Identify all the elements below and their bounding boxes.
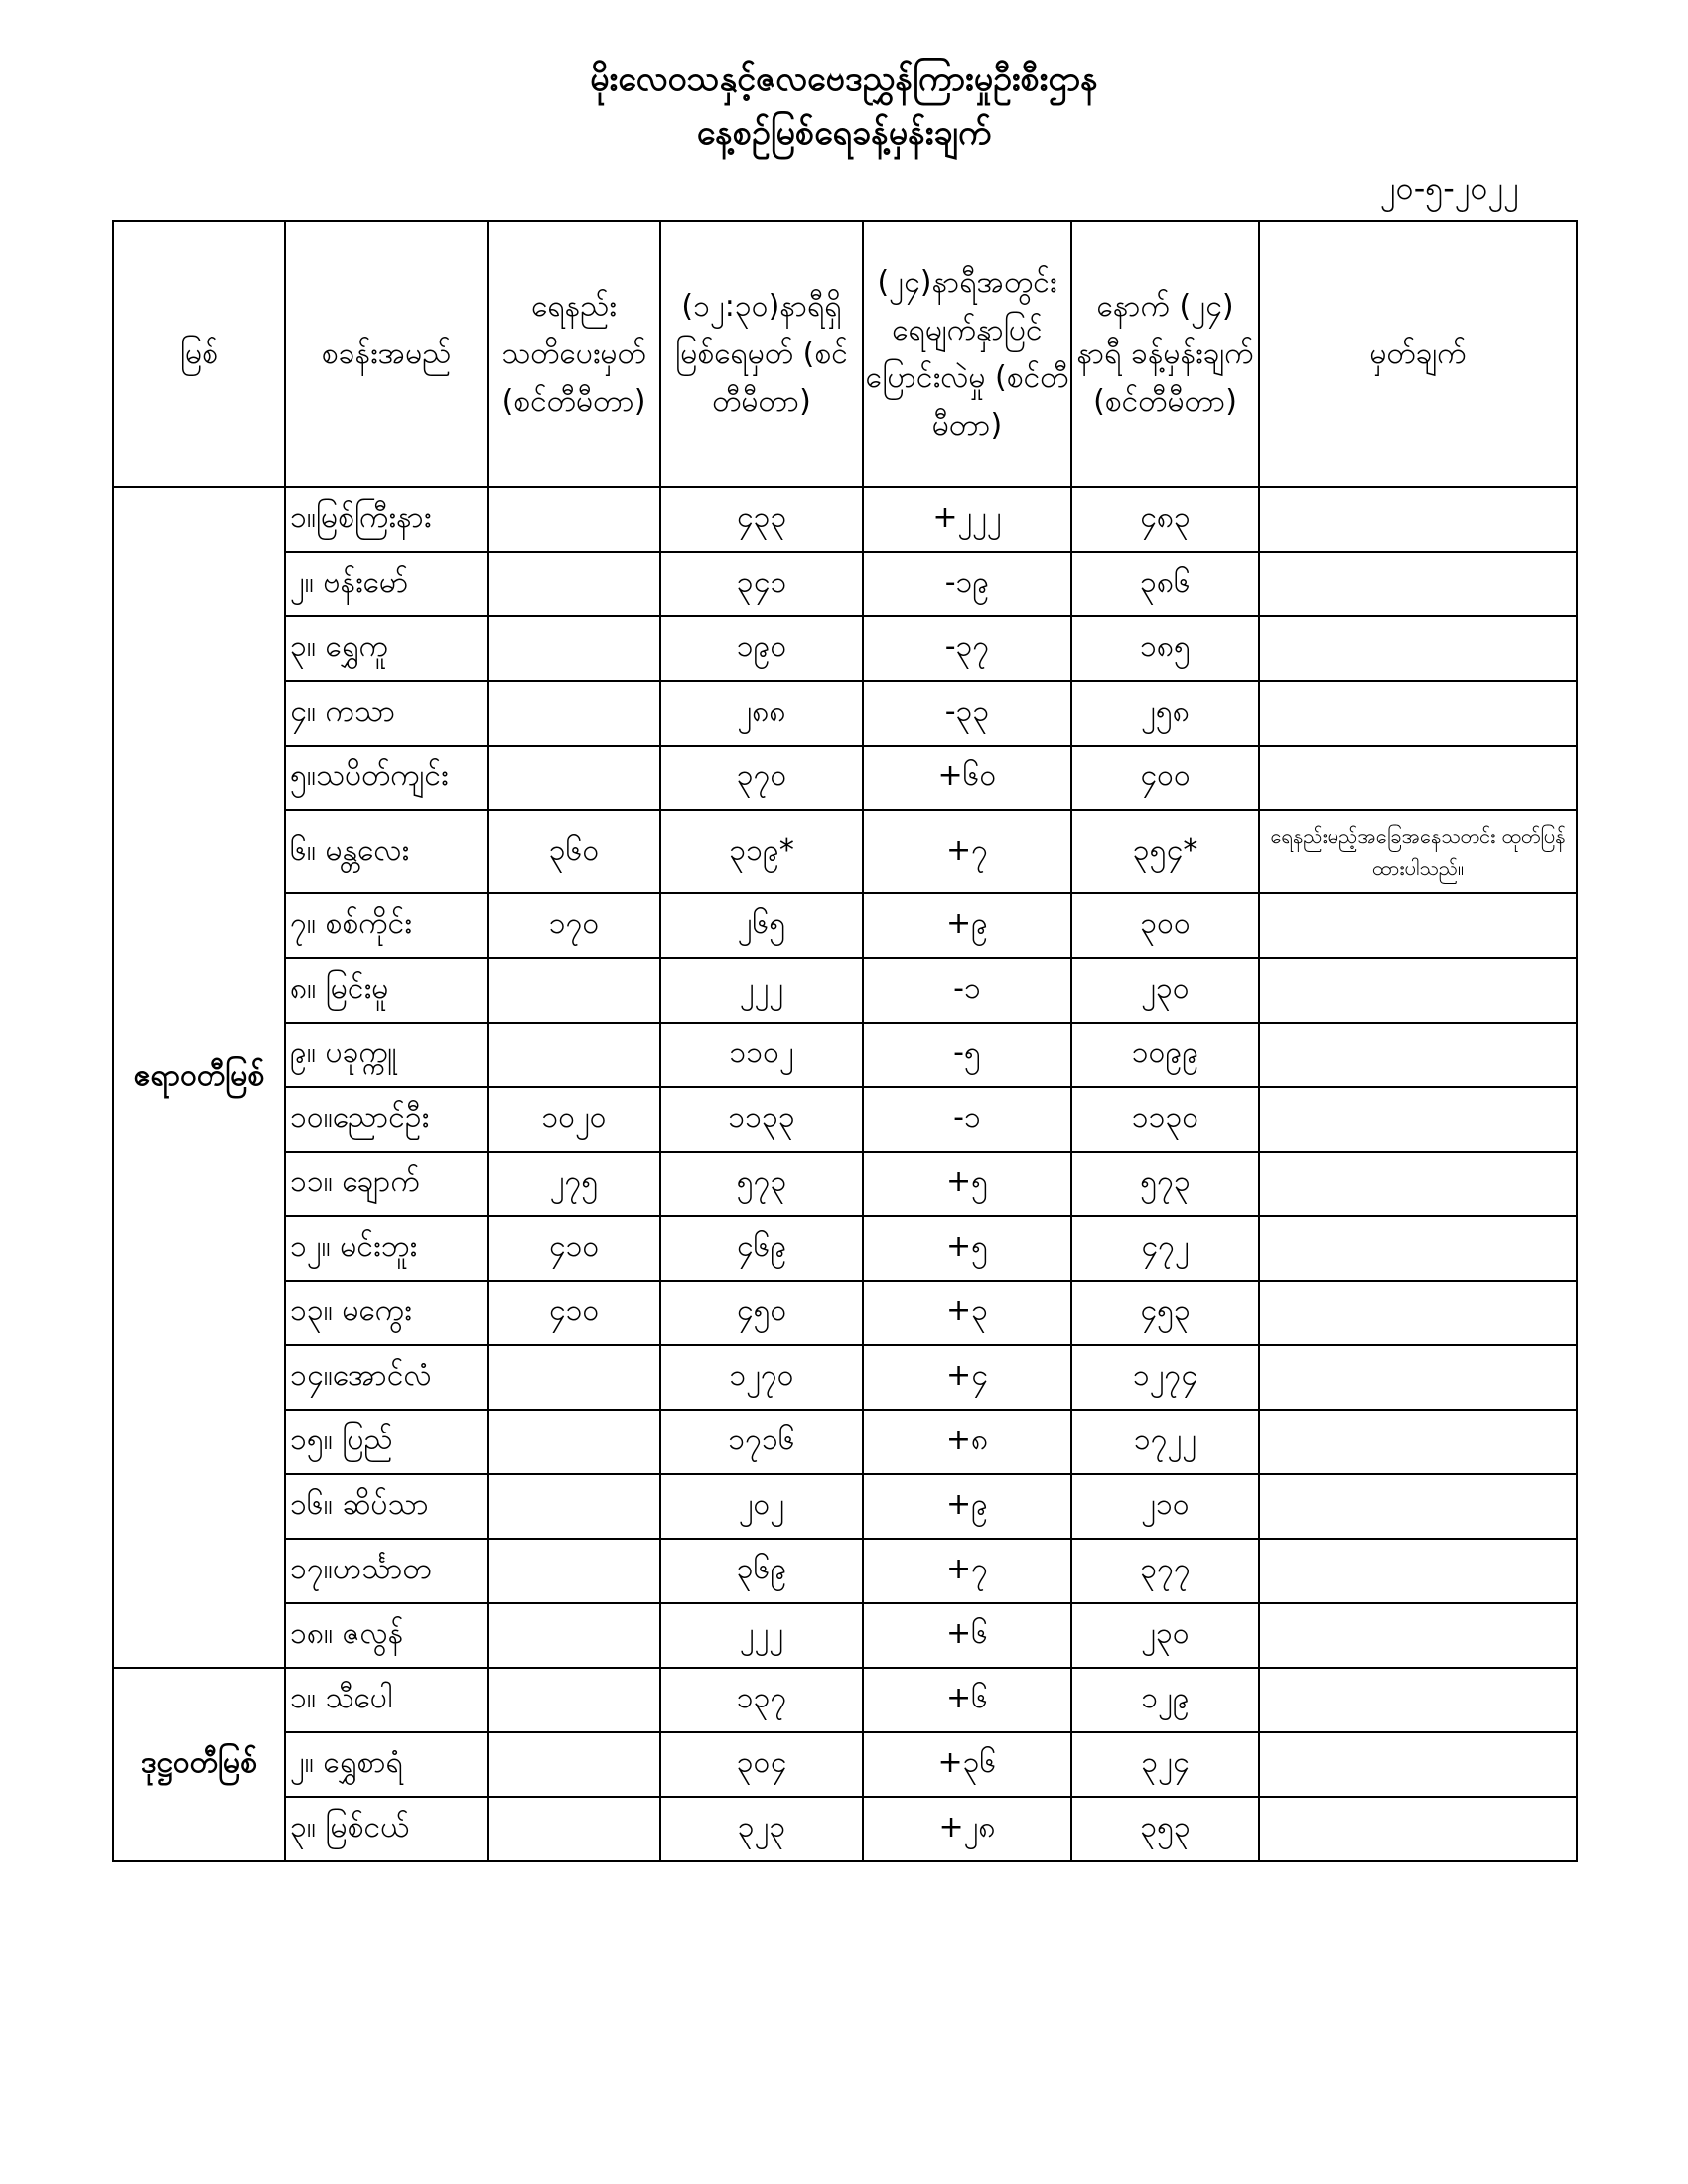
water-level-cell: ၁၃၇ [660, 1668, 863, 1732]
table-row [113, 1668, 1577, 1732]
station-name-cell: ၁၆။ ဆိပ်သာ [285, 1474, 488, 1539]
remarks-cell [1259, 616, 1577, 681]
table-row [113, 681, 1577, 746]
water-level-cell: ၁၁၀၂ [660, 1023, 863, 1087]
forecast-cell: ၃၅၃ [1071, 1797, 1259, 1861]
forecast-cell: ၄၈၃ [1071, 487, 1259, 552]
table-row [113, 1474, 1577, 1539]
forecast-cell: ၂၁၀ [1071, 1474, 1259, 1539]
remarks-cell [1259, 1474, 1577, 1539]
change-cell: +၃ [863, 1281, 1071, 1345]
change-cell: +၂၂၂ [863, 487, 1071, 552]
forecast-cell: ၃၇၇ [1071, 1539, 1259, 1603]
change-cell: +၆ [863, 1668, 1071, 1732]
warning-level-cell [488, 552, 660, 616]
page-subtitle: နေ့စဉ်မြစ်ရေခန့်မှန်းချက် [696, 113, 992, 153]
table-row [113, 746, 1577, 810]
table-row [113, 1410, 1577, 1474]
station-name-cell: ၆။ မန္တလေး [285, 810, 488, 893]
station-name-cell: ၁၃။ မကွေး [285, 1281, 488, 1345]
station-name-cell: ၁၅။ ပြည် [285, 1410, 488, 1474]
change-cell: -၅ [863, 1023, 1071, 1087]
table-row [113, 1087, 1577, 1152]
change-cell: +၇ [863, 1539, 1071, 1603]
station-name-cell: ၃။ ရွှေကူ [285, 616, 488, 681]
remarks-cell [1259, 893, 1577, 958]
water-level-cell: ၃၄၁ [660, 552, 863, 616]
warning-level-cell [488, 1023, 660, 1087]
station-name-cell: ၅။သပိတ်ကျင်း [285, 746, 488, 810]
forecast-cell: ၂၅၈ [1071, 681, 1259, 746]
warning-level-cell: ၄၁၀ [488, 1281, 660, 1345]
table-row [113, 1732, 1577, 1797]
change-cell: -၁ [863, 958, 1071, 1023]
remarks-cell [1259, 1087, 1577, 1152]
table-row [113, 958, 1577, 1023]
water-level-cell: ၅၇၃ [660, 1152, 863, 1216]
change-cell: +၆ [863, 1603, 1071, 1668]
warning-level-cell [488, 1668, 660, 1732]
river-name-cell: ဒုဋ္ဌဝတီမြစ် [113, 1668, 285, 1861]
water-level-cell: ၄၅၀ [660, 1281, 863, 1345]
forecast-cell: ၁၀၉၉ [1071, 1023, 1259, 1087]
warning-level-cell [488, 1345, 660, 1410]
remarks-cell [1259, 1603, 1577, 1668]
column-header-24h-change: (၂၄)နာရီအတွင်း ရေမျက်နှာပြင် ပြောင်းလဲမှု (စင်တီမီတာ) [863, 221, 1071, 487]
remarks-cell [1259, 552, 1577, 616]
change-cell: +၆၀ [863, 746, 1071, 810]
water-level-cell: ၄၃၃ [660, 487, 863, 552]
table-row [113, 616, 1577, 681]
warning-level-cell: ၁၇၀ [488, 893, 660, 958]
table-row [113, 552, 1577, 616]
warning-level-cell: ၄၁၀ [488, 1216, 660, 1281]
remarks-cell [1259, 1410, 1577, 1474]
change-cell: +၅ [863, 1216, 1071, 1281]
change-cell: +၅ [863, 1152, 1071, 1216]
water-level-cell: ၁၉၀ [660, 616, 863, 681]
forecast-cell: ၁၁၃၀ [1071, 1087, 1259, 1152]
table-row [113, 1539, 1577, 1603]
change-cell: +၂၈ [863, 1797, 1071, 1861]
warning-level-cell [488, 746, 660, 810]
change-cell: +၃၆ [863, 1732, 1071, 1797]
water-level-cell: ၂၈၈ [660, 681, 863, 746]
station-name-cell: ၁၁။ ချောက် [285, 1152, 488, 1216]
warning-level-cell [488, 1539, 660, 1603]
column-header-warning-level: ရေနည်း သတိပေးမှတ် (စင်တီမီတာ) [488, 221, 660, 487]
report-date: ၂၀-၅-၂၀၂၂ [1380, 169, 1519, 206]
remarks-cell [1259, 487, 1577, 552]
station-name-cell: ၄။ ကသာ [285, 681, 488, 746]
water-level-cell: ၃၂၃ [660, 1797, 863, 1861]
warning-level-cell: ၃၆၀ [488, 810, 660, 893]
table-row [113, 1152, 1577, 1216]
remarks-cell [1259, 1797, 1577, 1861]
warning-level-cell [488, 487, 660, 552]
water-level-cell: ၁၂၇၀ [660, 1345, 863, 1410]
remarks-cell [1259, 1345, 1577, 1410]
change-cell: -၁ [863, 1087, 1071, 1152]
change-cell: +၉ [863, 893, 1071, 958]
remarks-cell [1259, 1732, 1577, 1797]
water-level-cell: ၃၇၀ [660, 746, 863, 810]
station-name-cell: ၃။ မြစ်ငယ် [285, 1797, 488, 1861]
water-level-cell: ၃၀၄ [660, 1732, 863, 1797]
warning-level-cell [488, 1603, 660, 1668]
change-cell: +၄ [863, 1345, 1071, 1410]
warning-level-cell [488, 1410, 660, 1474]
forecast-cell: ၃၅၄* [1071, 810, 1259, 893]
forecast-cell: ၄၅၃ [1071, 1281, 1259, 1345]
river-name-cell: ဧရာဝတီမြစ် [113, 487, 285, 1668]
change-cell: -၃၃ [863, 681, 1071, 746]
water-level-cell: ၁၇၁၆ [660, 1410, 863, 1474]
table-row [113, 1281, 1577, 1345]
remarks-cell [1259, 681, 1577, 746]
forecast-cell: ၃၂၄ [1071, 1732, 1259, 1797]
table-row [113, 1216, 1577, 1281]
water-level-cell: ၂၂၂ [660, 1603, 863, 1668]
water-level-cell: ၂၆၅ [660, 893, 863, 958]
station-name-cell: ၁၄။အောင်လံ [285, 1345, 488, 1410]
column-header-water-level: (၁၂:၃၀)နာရီရှိ မြစ်ရေမှတ် (စင်တီမီတာ) [660, 221, 863, 487]
water-level-cell: ၂၀၂ [660, 1474, 863, 1539]
station-name-cell: ၂။ ရွှေစာရံ [285, 1732, 488, 1797]
column-header-remarks: မှတ်ချက် [1259, 221, 1577, 487]
warning-level-cell: ၁၀၂၀ [488, 1087, 660, 1152]
column-header-river: မြစ် [113, 221, 285, 487]
station-name-cell: ၉။ ပခုက္ကူ [285, 1023, 488, 1087]
forecast-cell: ၁၂၉ [1071, 1668, 1259, 1732]
station-name-cell: ၁၇။ဟင်္သာတ [285, 1539, 488, 1603]
forecast-cell: ၁၈၅ [1071, 616, 1259, 681]
forecast-table [112, 220, 1578, 1862]
remarks-cell [1259, 1216, 1577, 1281]
header-row [113, 221, 1577, 487]
page-title: မိုးလေဝသနှင့်ဇလဗေဒညွှန်ကြားမှုဦးစီးဌာန [590, 60, 1098, 99]
forecast-cell: ၂၃၀ [1071, 958, 1259, 1023]
warning-level-cell [488, 1474, 660, 1539]
change-cell: +၇ [863, 810, 1071, 893]
forecast-cell: ၃၈၆ [1071, 552, 1259, 616]
warning-level-cell [488, 1797, 660, 1861]
water-level-cell: ၃၆၉ [660, 1539, 863, 1603]
table-row [113, 1345, 1577, 1410]
table-row [113, 487, 1577, 552]
remarks-cell [1259, 1539, 1577, 1603]
column-header-station: စခန်းအမည် [285, 221, 488, 487]
column-header-forecast: နောက် (၂၄) နာရီ ခန့်မှန်းချက် (စင်တီမီတာ) [1071, 221, 1259, 487]
change-cell: -၁၉ [863, 552, 1071, 616]
remarks-cell [1259, 958, 1577, 1023]
change-cell: +၉ [863, 1474, 1071, 1539]
remarks-cell: ရေနည်းမည့်အခြေအနေသတင်း ထုတ်ပြန်ထားပါသည်။ [1259, 810, 1577, 893]
station-name-cell: ၈။ မြင်းမူ [285, 958, 488, 1023]
forecast-cell: ၁၂၇၄ [1071, 1345, 1259, 1410]
station-name-cell: ၁။မြစ်ကြီးနား [285, 487, 488, 552]
warning-level-cell [488, 616, 660, 681]
warning-level-cell [488, 1732, 660, 1797]
warning-level-cell [488, 681, 660, 746]
remarks-cell [1259, 746, 1577, 810]
station-name-cell: ၁၀။ညောင်ဦး [285, 1087, 488, 1152]
table-body [113, 487, 1577, 1861]
water-level-cell: ၁၁၃၃ [660, 1087, 863, 1152]
water-level-cell: ၄၆၉ [660, 1216, 863, 1281]
forecast-cell: ၃၀၀ [1071, 893, 1259, 958]
remarks-cell [1259, 1023, 1577, 1087]
warning-level-cell [488, 958, 660, 1023]
forecast-cell: ၁၇၂၂ [1071, 1410, 1259, 1474]
forecast-cell: ၅၇၃ [1071, 1152, 1259, 1216]
water-level-cell: ၃၁၉* [660, 810, 863, 893]
remarks-cell [1259, 1152, 1577, 1216]
table-row [113, 893, 1577, 958]
station-name-cell: ၂။ ဗန်းမော် [285, 552, 488, 616]
remarks-cell [1259, 1668, 1577, 1732]
table-row [113, 1797, 1577, 1861]
station-name-cell: ၁၂။ မင်းဘူး [285, 1216, 488, 1281]
forecast-cell: ၄၀၀ [1071, 746, 1259, 810]
warning-level-cell: ၂၇၅ [488, 1152, 660, 1216]
forecast-cell: ၂၃၀ [1071, 1603, 1259, 1668]
water-level-cell: ၂၂၂ [660, 958, 863, 1023]
change-cell: +၈ [863, 1410, 1071, 1474]
station-name-cell: ၁။ သီပေါ [285, 1668, 488, 1732]
station-name-cell: ၇။ စစ်ကိုင်း [285, 893, 488, 958]
table-row [113, 1023, 1577, 1087]
table-row [113, 1603, 1577, 1668]
forecast-cell: ၄၇၂ [1071, 1216, 1259, 1281]
table-row [113, 810, 1577, 893]
station-name-cell: ၁၈။ ဇလွန် [285, 1603, 488, 1668]
change-cell: -၃၇ [863, 616, 1071, 681]
remarks-cell [1259, 1281, 1577, 1345]
